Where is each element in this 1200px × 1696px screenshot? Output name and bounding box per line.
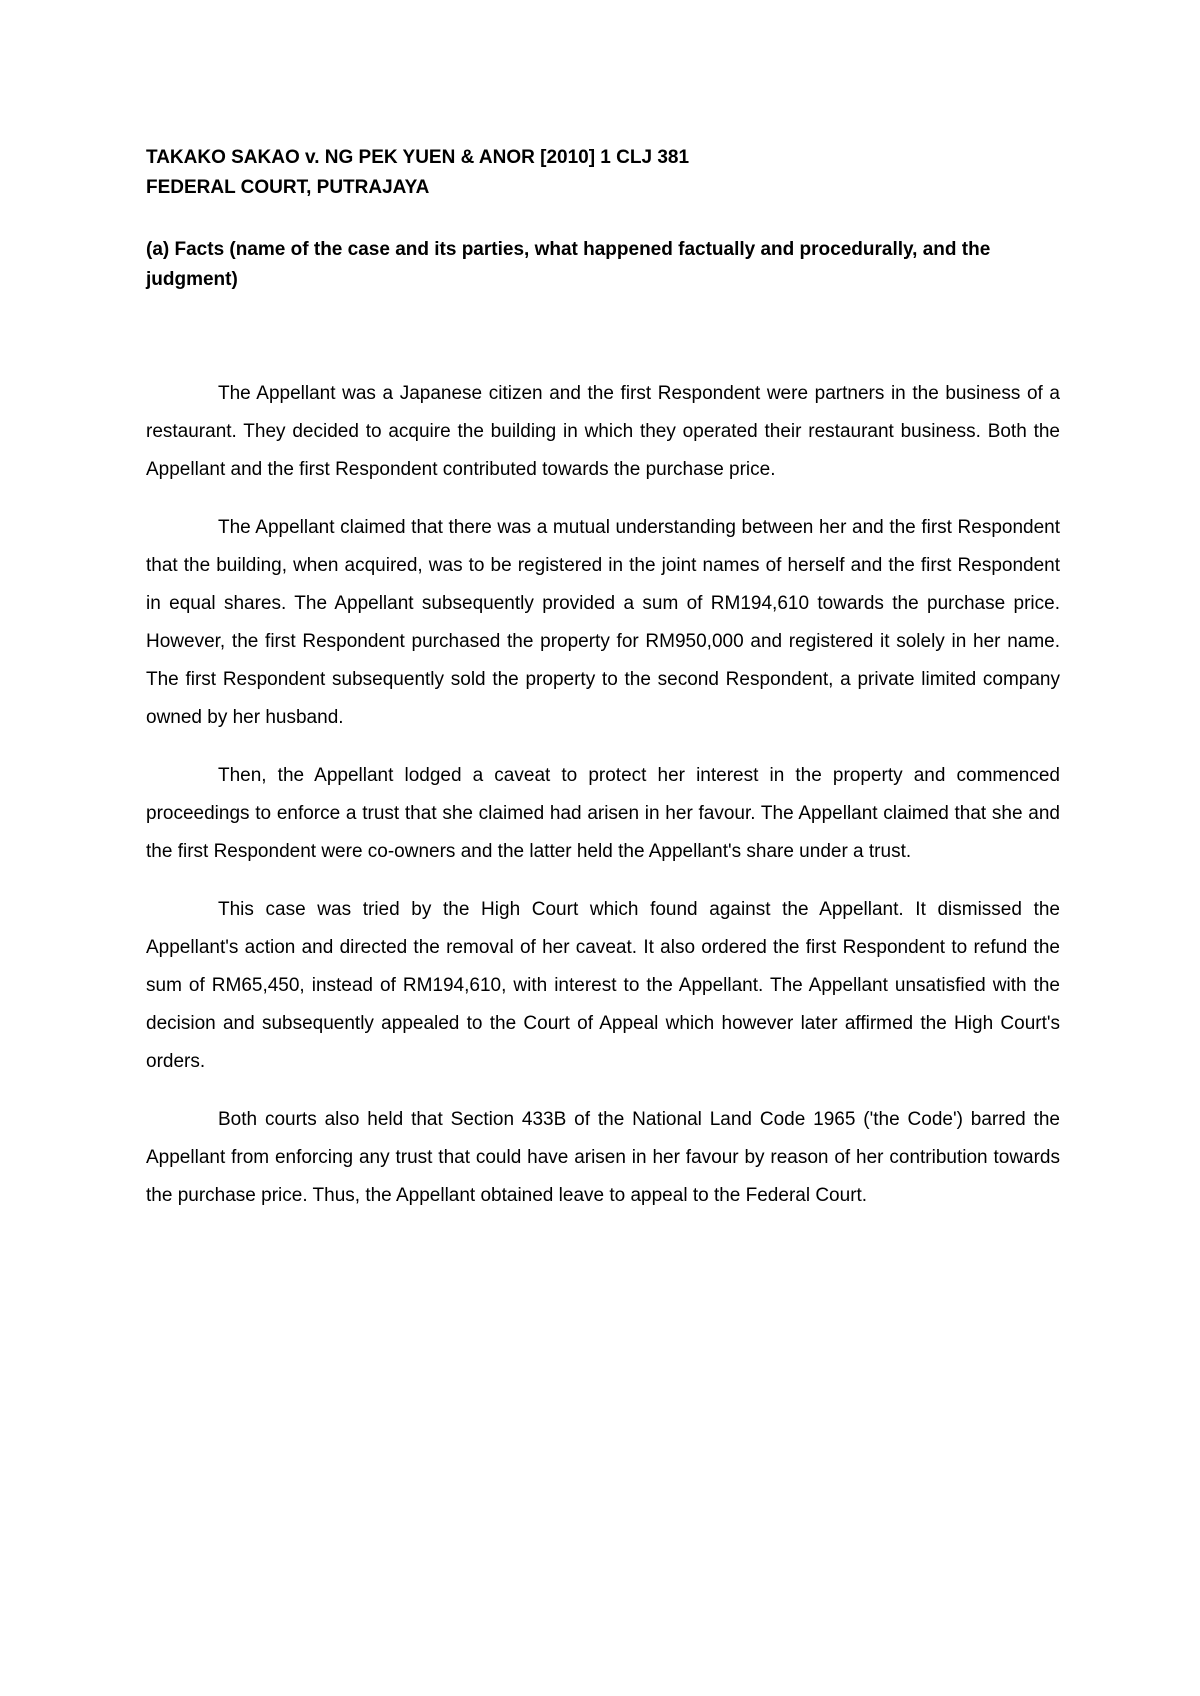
document-body bbox=[146, 375, 1060, 1215]
court-name: FEDERAL COURT, PUTRAJAYA bbox=[146, 177, 430, 198]
paragraph-2: The Appellant claimed that there was a mutual understanding between her and the first Respondent that the building, when acquired, was to be registered in the joint names of herself and the first Respondent in equal shares. The Appellant subsequently provided a sum of RM194,610 towards the purchase price. However, the first Respondent purchased the property for RM950,000 and registered it solely in her name. The first Respondent subsequently sold the property to the second Respondent, a private limited company owned by her husband. bbox=[146, 517, 1060, 728]
paragraph-1: The Appellant was a Japanese citizen and the first Respondent were partners in the business of a restaurant. They decided to acquire the building in which they operated their restaurant business. Both the Appellant and the first Respondent contributed towards the purchase price. bbox=[146, 383, 1060, 480]
document-content bbox=[146, 143, 1060, 1235]
paragraph-4: This case was tried by the High Court which found against the Appellant. It dismissed the Appellant's action and directed the removal of her caveat. It also ordered the first Respondent to refund the sum of RM65,450, instead of RM194,610, with interest to the Appellant. The Appellant unsatisfied with the decision and subsequently appealed to the Court of Appeal which however later affirmed the High Court's orders. bbox=[146, 899, 1060, 1072]
section-heading: (a) Facts (name of the case and its parties, what happened factually and procedurally, and the judgment) bbox=[146, 239, 991, 290]
case-title: TAKAKO SAKAO v. NG PEK YUEN & ANOR [2010] 1 CLJ 381 bbox=[146, 147, 690, 168]
paragraph-3: Then, the Appellant lodged a caveat to protect her interest in the property and commenced proceedings to enforce a trust that she claimed had arisen in her favour. The Appellant claimed that she and the first Respondent were co-owners and the latter held the Appellant's share under a trust. bbox=[146, 765, 1060, 862]
paragraph-5: Both courts also held that Section 433B of the National Land Code 1965 ('the Code') barred the Appellant from enforcing any trust that could have arisen in her favour by reason of her contribution towards the purchase price. Thus, the Appellant obtained leave to appeal to the Federal Court. bbox=[146, 1109, 1060, 1206]
